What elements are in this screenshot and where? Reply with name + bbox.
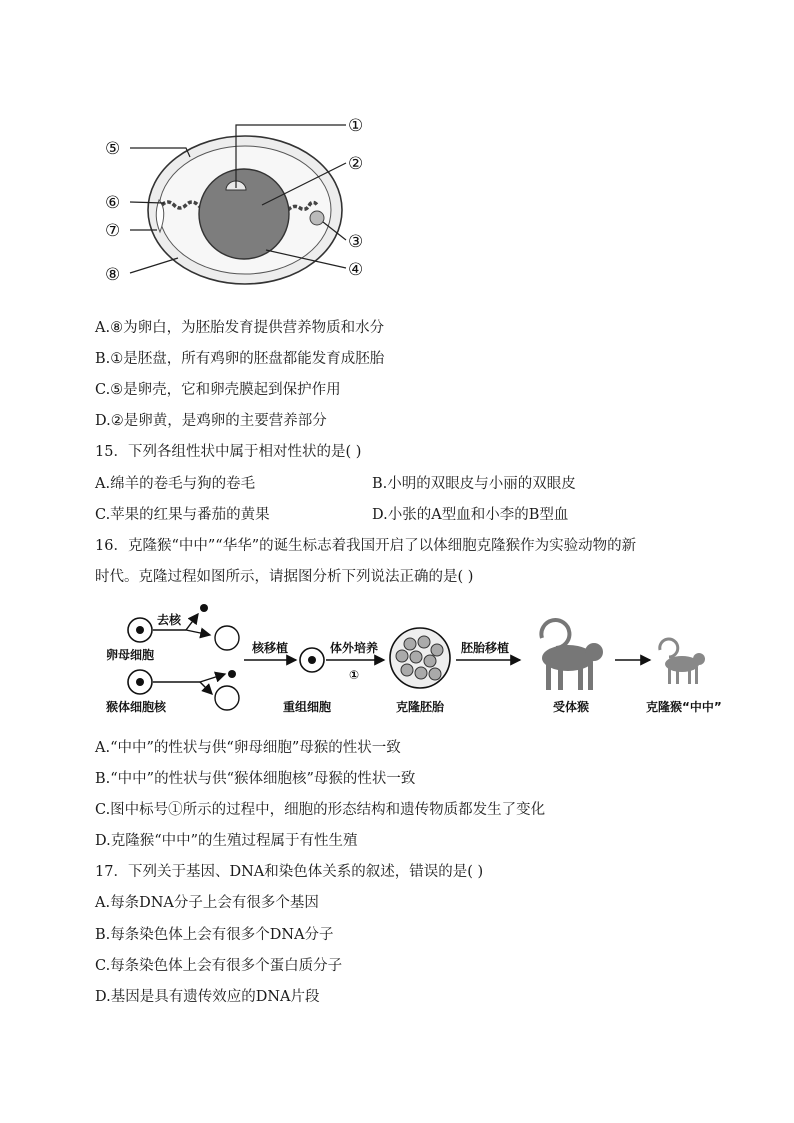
- removed-nucleus: [200, 604, 208, 612]
- donor-nucleus: [228, 670, 236, 678]
- q14-option-b: B.①是胚盘，所有鸡卵的胚盘都能发育成胚胎: [95, 351, 385, 367]
- q15-option-d: D.小张的A型血和小李的B型血: [372, 507, 569, 523]
- label-6: ⑥: [105, 193, 121, 213]
- recipient-monkey-icon: [541, 620, 603, 690]
- q16-option-d: D.克隆猴“中中”的生殖过程属于有性生殖: [95, 833, 358, 849]
- cloned-monkey-icon: [660, 639, 705, 684]
- label-8: ⑧: [105, 265, 121, 285]
- embryo-transfer-label: 胚胎移植: [461, 641, 510, 655]
- q15-option-a: A.绵羊的卷毛与狗的卷毛: [95, 476, 256, 492]
- label-3: ③: [348, 232, 364, 252]
- recipient-monkey-label: 受体猴: [553, 700, 590, 714]
- q16-stem-line2: 时代。克隆过程如图所示，请据图分析下列说法正确的是( ): [95, 569, 474, 585]
- q17-option-b: B.每条染色体上会有很多个DNA分子: [95, 927, 334, 943]
- structure-3-circle: [310, 211, 324, 225]
- enucleated-egg: [215, 626, 239, 650]
- egg-diagram: [0, 0, 794, 300]
- q17-option-c: C.每条染色体上会有很多个蛋白质分子: [95, 958, 343, 974]
- egg-cell-label: 卵母细胞: [106, 648, 155, 662]
- recombined-cell-label: 重组细胞: [283, 700, 332, 714]
- q16-stem-line1: 16．克隆猴“中中”“华华”的诞生标志着我国开启了以体细胞克隆猴作为实验动物的新: [95, 538, 637, 554]
- step-1-mark: ①: [349, 668, 360, 682]
- remove-nucleus-label: 去核: [157, 613, 182, 627]
- somatic-nucleus-label: 猴体细胞核: [106, 700, 167, 714]
- q15-option-c: C.苹果的红果与番茄的黄果: [95, 507, 270, 523]
- in-vitro-culture-label: 体外培养: [330, 641, 379, 655]
- q16-option-b: B.“中中”的性状与供“猴体细胞核”母猴的性状一致: [95, 771, 416, 787]
- cloned-monkey-label: 克隆猴“中中”: [646, 700, 722, 714]
- somatic-cell-remnant: [215, 686, 239, 710]
- q17-option-d: D.基因是具有遗传效应的DNA片段: [95, 989, 320, 1005]
- label-4: ④: [348, 260, 364, 280]
- label-5: ⑤: [105, 139, 121, 159]
- q14-option-a: A.⑧为卵白，为胚胎发育提供营养物质和水分: [95, 320, 385, 336]
- nuclear-transfer-label: 核移植: [252, 641, 289, 655]
- q15-option-b: B.小明的双眼皮与小丽的双眼皮: [372, 476, 576, 492]
- cloning-diagram: [0, 598, 794, 728]
- q15-stem: 15．下列各组性状中属于相对性状的是( ): [95, 444, 362, 460]
- cloned-embryo-graphic: [390, 628, 450, 688]
- q16-option-a: A.“中中”的性状与供“卵母细胞”母猴的性状一致: [95, 740, 401, 756]
- q17-option-a: A.每条DNA分子上会有很多个基因: [95, 895, 319, 911]
- cloned-embryo-label: 克隆胚胎: [396, 700, 445, 714]
- label-2: ②: [348, 154, 364, 174]
- label-1: ①: [348, 116, 364, 136]
- label-7: ⑦: [105, 221, 121, 241]
- q14-option-d: D.②是卵黄，是鸡卵的主要营养部分: [95, 413, 327, 429]
- q16-option-c: C.图中标号①所示的过程中，细胞的形态结构和遗传物质都发生了变化: [95, 802, 546, 818]
- egg-yolk: [199, 169, 289, 259]
- q17-stem: 17．下列关于基因、DNA和染色体关系的叙述，错误的是( ): [95, 864, 484, 880]
- q14-option-c: C.⑤是卵壳，它和卵壳膜起到保护作用: [95, 382, 341, 398]
